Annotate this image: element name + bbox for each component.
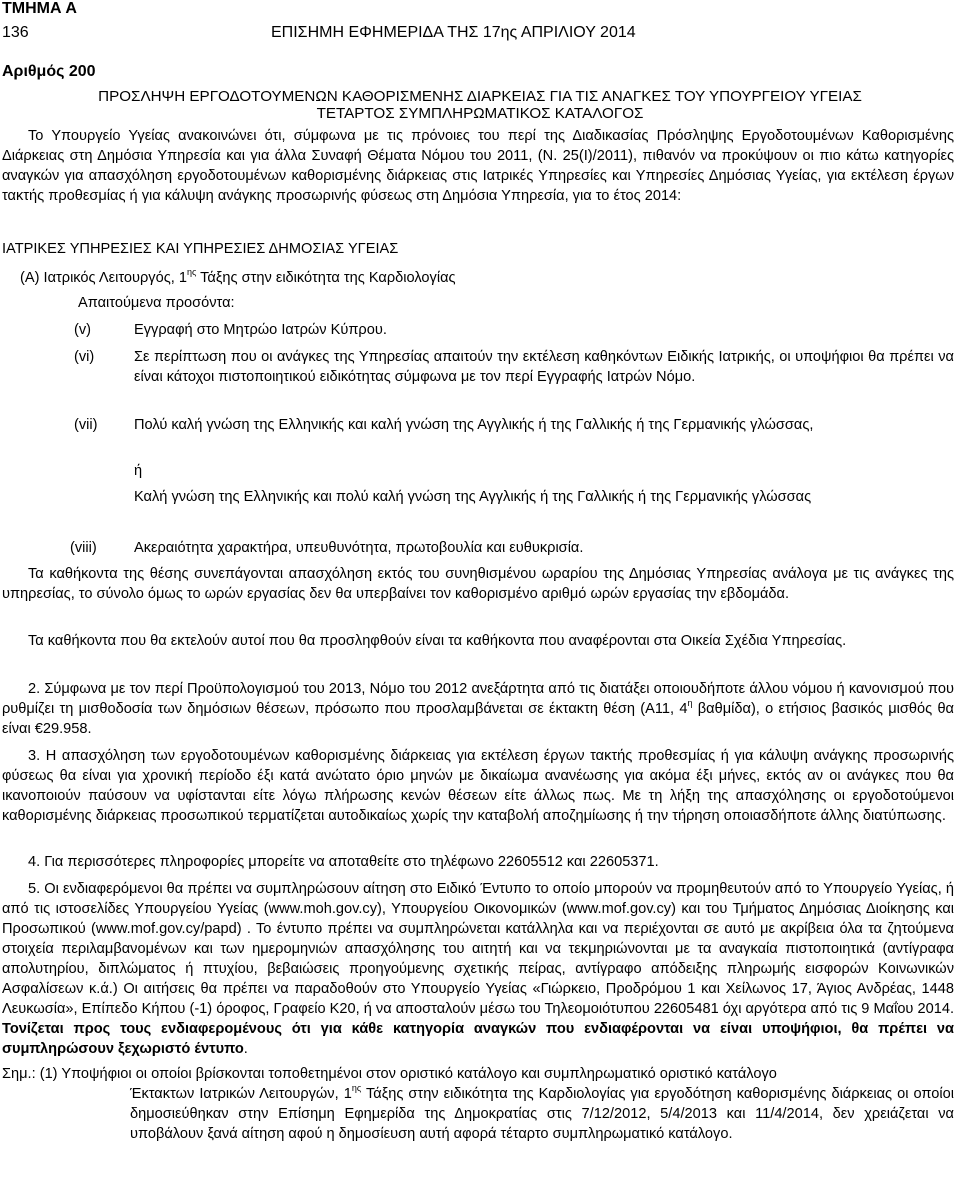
duties-paragraph: Τα καθήκοντα της θέσης συνεπάγονται απασχόληση εκτός του συνηθισμένου ωραρίου της Δημόσιας Υπηρεσίας ανάλογα με τις ανάγκες της υπηρεσίας, το σύνολο όμως το ωρών εργασίας δεν θα υπερβαίνει τον καθορισμένο αριθμό ωρών εργασίας την εβδομάδα. (2, 566, 954, 602)
req-vi-label: (vi) (74, 349, 95, 365)
note-body-a: Έκτακτων Ιατρικών Λειτουργών, 1 (130, 1086, 352, 1102)
intro-paragraph: Το Υπουργείο Υγείας ανακοινώνει ότι, σύμφωνα με τις πρόνοιες του περί της Διαδικασίας Πρόσληψης Εργοδοτουμένων Καθορισμένης Διάρκειας στη Δημόσια Υπηρεσία και για άλλα Συναφή Θέματα Νόμου του 2011, (Ν. 25(I)/2011), πιθανόν να προκύψουν οι πιο κάτω κατηγορίες αναγκών για απασχόληση εργοδοτουμένων καθορισμένης διάρκειας στις Ιατρικές Υπηρεσίες και Υπηρεσίες Δημόσιας Υγείας, για εκτέλεση έργων τακτής προθεσμίας ή για κάλυψη ανάγκης προσωρινής φύσεως στη Δημόσια Υπηρεσία, για το έτος 2014: (2, 128, 954, 204)
notice-title (0, 88, 960, 122)
notice-title-line1: ΠΡΟΣΛΗΨΗ ΕΡΓΟΔΟΤΟΥΜΕΝΩΝ ΚΑΘΟΡΙΣΜΕΝΗΣ ΔΙΑΡΚΕΙΑΣ ΓΙΑ ΤΙΣ ΑΝΑΓΚΕΣ ΤΟΥ ΥΠΟΥΡΓΕΙΟΥ ΥΓΕΙΑΣ (98, 88, 862, 105)
paragraph-2-b: βαθμίδα), ο ετήσιος βασικός μισθός θα είναι €29.958. (2, 701, 954, 737)
req-vii-text1: Πολύ καλή γνώση της Ελληνικής και καλή γνώση της Αγγλικής ή της Γαλλικής ή της Γερμανικής γλώσσας, (134, 417, 814, 433)
section-label: ΤΜΗΜΑ Α (2, 0, 77, 17)
duties-paragraph-2: Τα καθήκοντα που θα εκτελούν αυτοί που θα προσληφθούν είναι τα καθήκοντα που αναφέρονται στα Οικεία Σχέδια Υπηρεσίας. (28, 633, 847, 649)
paragraph-4: 4. Για περισσότερες πληροφορίες μπορείτε να αποταθείτε στο τηλέφωνο 22605512 και 22605371. (28, 854, 659, 870)
notice-number: Αριθμός 200 (2, 63, 96, 80)
req-vii-label: (vii) (74, 417, 98, 433)
req-viii-label: (viii) (70, 540, 97, 556)
paragraph-5-text: 5. Οι ενδιαφερόμενοι θα πρέπει να συμπληρώσουν αίτηση στο Ειδικό Έντυπο το οποίο μπορούν να προμηθευτούν από το Υπουργείο Υγείας, ή από τις ιστοσελίδες Υπουργείου Υγείας (www.moh.gov.cy), Υπουργείου Οικονομικών (www.mof.gov.cy) και του Τμήματος Δημόσιας Διοίκησης και Προσωπικού (www.mof.gov.cy/papd) . Το έντυπο πρέπει να συμπληρώνεται κατάλληλα και να περιέχονται σε αυτό με ακρίβεια όλα τα ζητούμενα στοιχεία περιλαμβανομένων και των ημερομηνιών απασχόλησης του αιτητή και να τεκμηριώνονται με τα αναγκαία πιστοποιητικά (αντίγραφα απολυτηρίου, διπλώματος ή πτυχίου, βεβαιώσεις προηγούμενης σχετικής πείρας, αντίγραφο απόδειξης πληρωμής εισφορών Κοινωνικών Ασφαλίσεων κ.ά.) Οι αιτήσεις θα πρέπει να παραδοθούν στο Υπουργείο Υγείας «Γιώρκειο, Προδρόμου 1 και Χείλωνος 17, Άγιος Ανδρέας, 1448 Λευκωσία», Επίπεδο Κήπου (-1) όροφος, Γραφείο Κ20, ή να αποσταλούν μέσω του Τηλεομοιότυπου 22605481 όχι αργότερα από τις 9 Μαΐου 2014. (2, 881, 954, 1017)
post-prefix: (Α) Ιατρικός Λειτουργός, 1 (20, 270, 187, 286)
paragraph-2 (2, 679, 954, 739)
req-viii-text: Ακεραιότητα χαρακτήρα, υπευθυνότητα, πρωτοβουλία και ευθυκρισία. (134, 540, 584, 556)
post-sup: ης (186, 267, 197, 277)
page-number: 136 (2, 24, 29, 41)
paragraph-2-sup: η (687, 698, 693, 708)
note-first-line: Σημ.: (1) Υποψήφιοι οι οποίοι βρίσκονται τοποθετημένοι στον οριστικό κατάλογο και συμπληρωματικό οριστικό κατάλογο (2, 1066, 777, 1082)
note-body (130, 1084, 954, 1144)
paragraph-5-bold: Τονίζεται προς τους ενδιαφερομένους ότι για κάθε κατηγορία αναγκών που ενδιαφέρονται να είναι υποψήφιοι, θα πρέπει να συμπληρώσουν ξεχωριστό έντυπο (2, 1021, 954, 1057)
post-title (20, 268, 456, 288)
note-body-sup: ης (351, 1083, 362, 1093)
post-suffix: Τάξης στην ειδικότητα της Καρδιολογίας (196, 270, 456, 286)
paragraph-5 (2, 879, 954, 1059)
req-vii-or: ή (134, 463, 143, 479)
requirements-heading: Απαιτούμενα προσόντα: (78, 295, 235, 311)
gazette-title: ΕΠΙΣΗΜΗ ΕΦΗΜΕΡΙΔΑ ΤΗΣ 17ης ΑΠΡΙΛΙΟΥ 2014 (271, 24, 636, 41)
req-vii-text2: Καλή γνώση της Ελληνικής και πολύ καλή γνώση της Αγγλικής ή της Γαλλικής ή της Γερμανικής γλώσσας (134, 489, 812, 505)
paragraph-3: 3. Η απασχόληση των εργοδοτουμένων καθορισμένης διάρκειας για εκτέλεση έργων τακτής προθεσμίας ή για κάλυψη ανάγκης προσωρινής φύσεως θα είναι για χρονική περίοδο έξι κατά ανώτατο όριο μηνών με δικαίωμα ανανέωσης για ακόμα έξι μήνες, εκτός αν οι ανάγκες που θα ικανοποιούν παύσουν να υφίστανται είτε λόγω πλήρωσης κενών θέσεων είτε άλλως πως. Με τη λήξη της απασχόλησης οι εργοδοτούμενοι καθορισμένης διάρκειας προσωπικού τερματίζεται αυτοδικαίως χωρίς την καταβολή αποζημίωσης ή την τήρηση οποιασδήποτε άλλης διατύπωσης. (2, 748, 954, 824)
req-vi-text: Σε περίπτωση που οι ανάγκες της Υπηρεσίας απαιτούν την εκτέλεση καθηκόντων Ειδικής Ιατρικής, οι υποψήφιοι θα πρέπει να είναι κάτοχοι πιστοποιητικού ειδικότητας σύμφωνα με τον περί Εγγραφής Ιατρών Νόμο. (134, 349, 954, 385)
services-heading: ΙΑΤΡΙΚΕΣ ΥΠΗΡΕΣΙΕΣ ΚΑΙ ΥΠΗΡΕΣΙΕΣ ΔΗΜΟΣΙΑΣ ΥΓΕΙΑΣ (2, 241, 399, 257)
note-body-b: Τάξης στην ειδικότητα της Καρδιολογίας για εργοδότηση καθορισμένης διάρκειας οι οποίοι δημοσιεύθηκαν στην Επίσημη Εφημερίδα της Δημοκρατίας στις 7/12/2012, 5/4/2013 και 11/4/2014, δεν χρειάζεται να υποβάλουν ξανά αίτηση αφού η δημοσίευση αυτή αφορά τέταρτο συμπληρωματικό κατάλογο. (130, 1086, 954, 1142)
req-v-text: Εγγραφή στο Μητρώο Ιατρών Κύπρου. (134, 322, 387, 338)
req-v-label: (v) (74, 322, 92, 338)
paragraph-5-end: . (243, 1041, 248, 1057)
paragraph-2-a: 2. Σύμφωνα με τον περί Προϋπολογισμού του 2013, Νόμο του 2012 ανεξάρτητα από τις διατάξει οποιουδήποτε άλλου νόμου ή κανονισμού που ρυθμίζει τη μισθοδοσία των δημόσιων θέσεων, πρόσωπο που προσλαμβάνεται σε έκτακτη θέση (Α11, 4 (2, 681, 954, 717)
notice-title-line2: ΤΕΤΑΡΤΟΣ ΣΥΜΠΛΗΡΩΜΑΤΙΚΟΣ ΚΑΤΑΛΟΓΟΣ (316, 105, 644, 122)
